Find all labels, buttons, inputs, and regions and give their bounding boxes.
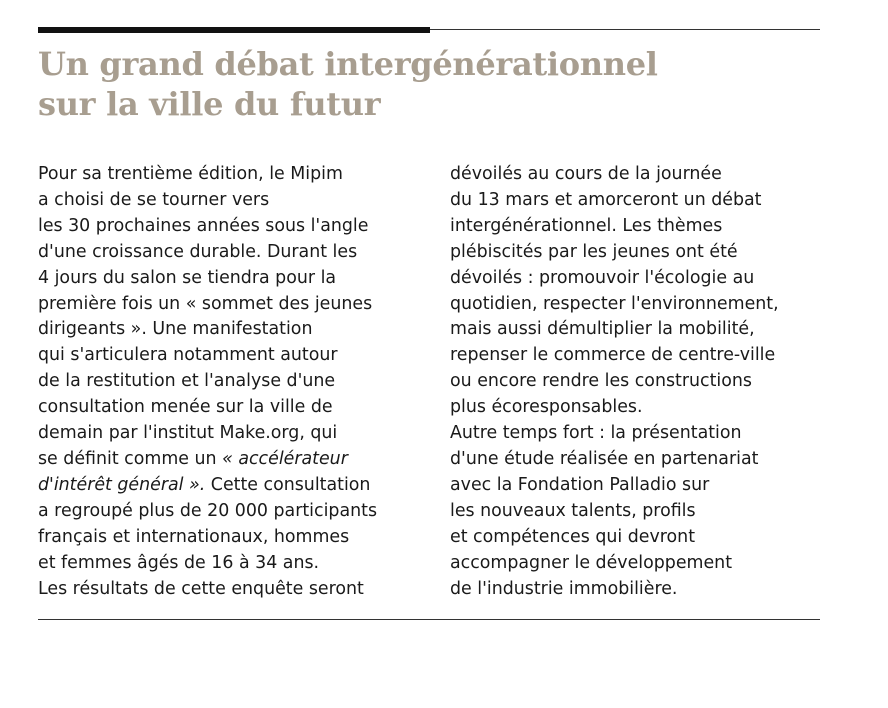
text-line	[38, 473, 377, 499]
text-line: d'une étude réalisée en partenariat	[450, 448, 759, 469]
top-rule-accent	[38, 27, 430, 33]
text-line: français et internationaux, hommes	[38, 526, 350, 547]
article-column-right	[450, 162, 779, 602]
text-line: consultation menée sur la ville de	[38, 397, 333, 418]
text-line: plus écoresponsables.	[450, 397, 643, 418]
text-line: demain par l'institut Make.org, qui	[38, 423, 338, 444]
text-line: Les résultats de cette enquête seront	[38, 578, 364, 599]
text-line: et compétences qui devront	[450, 526, 696, 547]
text-line: dévoilés au cours de la journée	[450, 164, 722, 184]
headline-line-1: Un grand débat intergénérationnel	[38, 45, 658, 83]
text-line: du 13 mars et amorceront un débat	[450, 189, 762, 210]
text-line: et femmes âgés de 16 à 34 ans.	[38, 552, 320, 573]
headline-line-2: sur la ville du futur	[38, 85, 381, 123]
text-line: plébiscités par les jeunes ont été	[450, 241, 738, 262]
text-line: 4 jours du salon se tiendra pour la	[38, 267, 337, 288]
text-line: première fois un « sommet des jeunes	[38, 293, 373, 314]
text-line: a regroupé plus de 20 000 participants	[38, 500, 377, 521]
text-line	[38, 447, 377, 473]
text-line: d'une croissance durable. Durant les	[38, 241, 358, 262]
text-line: dirigeants ». Une manifestation	[38, 319, 313, 340]
text-line: qui s'articulera notamment autour	[38, 345, 338, 366]
text-line: intergénérationnel. Les thèmes	[450, 215, 723, 236]
bottom-rule	[38, 619, 820, 620]
text-line: ou encore rendre les constructions	[450, 371, 752, 392]
text-line: Pour sa trentième édition, le Mipim	[38, 164, 343, 184]
text-line: de l'industrie immobilière.	[450, 578, 678, 599]
text-line: les 30 prochaines années sous l'angle	[38, 215, 369, 236]
text-line: quotidien, respecter l'environnement,	[450, 293, 779, 314]
text-line: dévoilés : promouvoir l'écologie au	[450, 267, 755, 288]
text-line: de la restitution et l'analyse d'une	[38, 371, 336, 392]
text-segment: Cette consultation	[205, 474, 371, 495]
text-line: avec la Fondation Palladio sur	[450, 474, 710, 495]
text-line: Autre temps fort : la présentation	[450, 423, 742, 444]
text-line: les nouveaux talents, profils	[450, 500, 696, 521]
italic-quote: « accélérateur	[222, 448, 348, 469]
text-segment: se définit comme un	[38, 448, 217, 469]
text-line: mais aussi démultiplier la mobilité,	[450, 319, 755, 340]
italic-quote: d'intérêt général ».	[38, 474, 206, 495]
text-line: accompagner le développement	[450, 552, 733, 573]
text-line: a choisi de se tourner vers	[38, 189, 270, 210]
article-column-left	[38, 162, 377, 602]
text-line: repenser le commerce de centre-ville	[450, 345, 776, 366]
article-headline	[38, 44, 818, 124]
